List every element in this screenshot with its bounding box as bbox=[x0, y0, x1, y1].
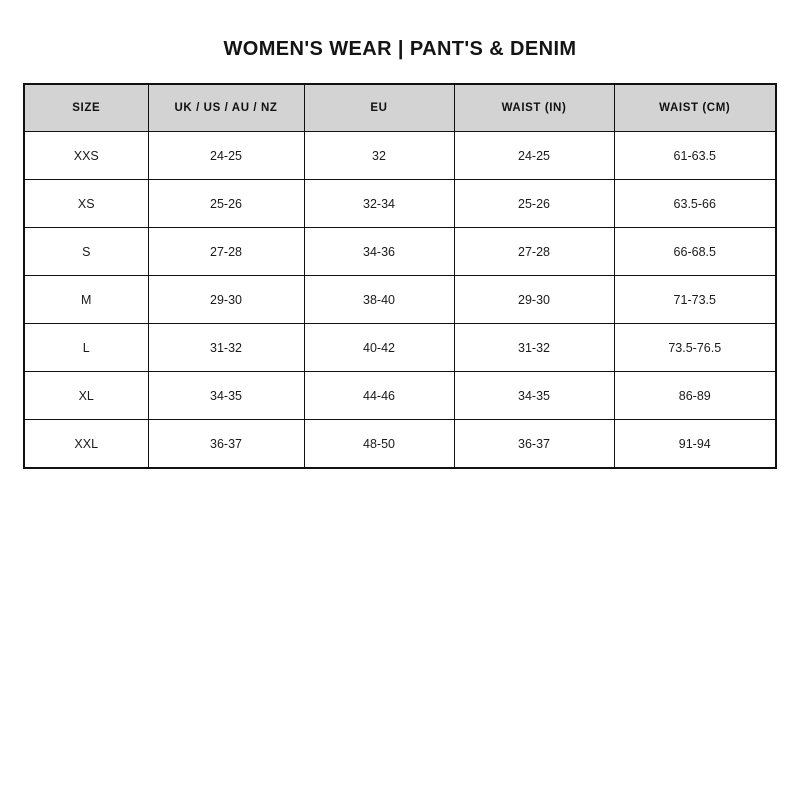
column-header-waist-in: WAIST (IN) bbox=[454, 84, 614, 132]
cell-eu: 48-50 bbox=[304, 420, 454, 469]
cell-waist-in: 34-35 bbox=[454, 372, 614, 420]
cell-waist-in: 25-26 bbox=[454, 180, 614, 228]
column-header-waist-cm: WAIST (CM) bbox=[614, 84, 776, 132]
column-header-uk-us-au-nz: UK / US / AU / NZ bbox=[148, 84, 304, 132]
cell-uk-us-au-nz: 29-30 bbox=[148, 276, 304, 324]
cell-waist-cm: 61-63.5 bbox=[614, 132, 776, 180]
table-row bbox=[24, 276, 776, 324]
cell-eu: 34-36 bbox=[304, 228, 454, 276]
cell-eu: 32 bbox=[304, 132, 454, 180]
cell-uk-us-au-nz: 31-32 bbox=[148, 324, 304, 372]
cell-waist-in: 31-32 bbox=[454, 324, 614, 372]
cell-waist-cm: 71-73.5 bbox=[614, 276, 776, 324]
cell-waist-in: 27-28 bbox=[454, 228, 614, 276]
cell-waist-cm: 66-68.5 bbox=[614, 228, 776, 276]
cell-uk-us-au-nz: 27-28 bbox=[148, 228, 304, 276]
cell-eu: 44-46 bbox=[304, 372, 454, 420]
cell-eu: 40-42 bbox=[304, 324, 454, 372]
table-body bbox=[24, 132, 776, 469]
column-header-size: SIZE bbox=[24, 84, 148, 132]
cell-size: XL bbox=[24, 372, 148, 420]
cell-waist-cm: 86-89 bbox=[614, 372, 776, 420]
table-row bbox=[24, 132, 776, 180]
cell-waist-in: 29-30 bbox=[454, 276, 614, 324]
table-header-row bbox=[24, 84, 776, 132]
cell-waist-cm: 63.5-66 bbox=[614, 180, 776, 228]
table-row bbox=[24, 180, 776, 228]
cell-uk-us-au-nz: 25-26 bbox=[148, 180, 304, 228]
cell-waist-in: 36-37 bbox=[454, 420, 614, 469]
size-chart-table bbox=[23, 83, 777, 469]
table-row bbox=[24, 372, 776, 420]
cell-waist-cm: 73.5-76.5 bbox=[614, 324, 776, 372]
cell-size: XXS bbox=[24, 132, 148, 180]
cell-eu: 38-40 bbox=[304, 276, 454, 324]
cell-size: XS bbox=[24, 180, 148, 228]
table-row bbox=[24, 420, 776, 469]
cell-waist-in: 24-25 bbox=[454, 132, 614, 180]
table-row bbox=[24, 228, 776, 276]
cell-size: L bbox=[24, 324, 148, 372]
cell-uk-us-au-nz: 34-35 bbox=[148, 372, 304, 420]
cell-uk-us-au-nz: 36-37 bbox=[148, 420, 304, 469]
table-header bbox=[24, 84, 776, 132]
cell-eu: 32-34 bbox=[304, 180, 454, 228]
cell-uk-us-au-nz: 24-25 bbox=[148, 132, 304, 180]
page-title: WOMEN'S WEAR | PANT'S & DENIM bbox=[223, 38, 577, 60]
cell-size: XXL bbox=[24, 420, 148, 469]
table-row bbox=[24, 324, 776, 372]
column-header-eu: EU bbox=[304, 84, 454, 132]
cell-size: M bbox=[24, 276, 148, 324]
cell-waist-cm: 91-94 bbox=[614, 420, 776, 469]
cell-size: S bbox=[24, 228, 148, 276]
